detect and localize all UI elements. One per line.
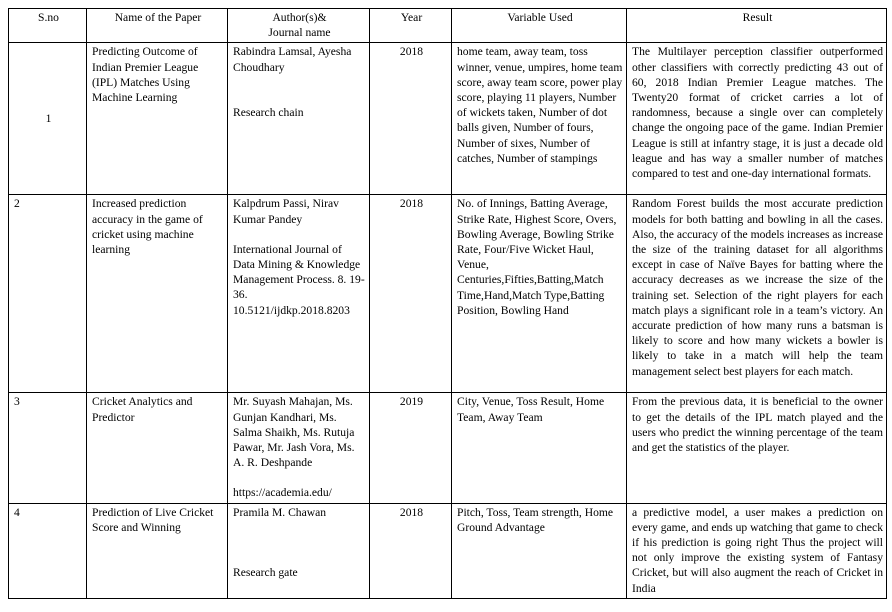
cell-result: Random Forest builds the most accurate prediction models for both batting and bowling in all the cases. Also, the accuracy of the models increases as increase the size of the training dataset for all algorithms except in case of Naïve Bayes for batting where the accuracy decreases as we increase the size of the training set. Selection of the right players for each match plays a significant role in a team’s victory. An accurate prediction of how many runs a batsman is likely to score and how many wickets a bowler is likely to take in a match will help the team management select best players for each match. bbox=[627, 195, 887, 393]
journal-name: https://academia.edu/ bbox=[233, 486, 332, 500]
header-result: Result bbox=[627, 9, 887, 43]
cell-paper: Predicting Outcome of Indian Premier League (IPL) Matches Using Machine Learning bbox=[87, 43, 228, 195]
journal-name: Research gate bbox=[233, 565, 298, 579]
literature-review-table bbox=[8, 8, 887, 599]
header-sno: S.no bbox=[9, 9, 87, 43]
cell-year: 2018 bbox=[370, 43, 452, 195]
cell-variables: home team, away team, toss winner, venue, umpires, home team score, away team score, power play score, playing 11 players, Number of wickets taken, Number of dot balls given, Number of fours, Number of sixes, Number of catches, Number of stampings bbox=[452, 43, 627, 195]
cell-paper: Cricket Analytics and Predictor bbox=[87, 393, 228, 503]
table-row bbox=[9, 393, 887, 503]
cell-author bbox=[228, 195, 370, 393]
author-names: Rabindra Lamsal, Ayesha Choudhary bbox=[233, 45, 352, 74]
cell-year: 2018 bbox=[370, 503, 452, 598]
journal-name: Research chain bbox=[233, 105, 304, 119]
cell-variables: No. of Innings, Batting Average, Strike Rate, Highest Score, Overs, Bowling Average, Bowling Strike Rate, Four/Five Wicket Haul, Venue, Centuries,Fifties,Batting,Match Time,Hand,Match Type,Batting Position, Bowling Hand bbox=[452, 195, 627, 393]
cell-sno: 2 bbox=[9, 195, 87, 393]
cell-paper: Prediction of Live Cricket Score and Winning bbox=[87, 503, 228, 598]
header-year: Year bbox=[370, 9, 452, 43]
header-variable: Variable Used bbox=[452, 9, 627, 43]
cell-result: From the previous data, it is beneficial to the owner to get the details of the IPL match played and the users who predict the winning percentage of the team and get the statistics of the player. bbox=[627, 393, 887, 503]
cell-year: 2019 bbox=[370, 393, 452, 503]
cell-result: a predictive model, a user makes a prediction on every game, and ends up watching that game to check if his prediction is going right Thus the project will not only improve the existing system of Fantasy Cricket, but will also augment the reach of Cricket in India bbox=[627, 503, 887, 598]
header-author bbox=[228, 9, 370, 43]
cell-sno: 4 bbox=[9, 503, 87, 598]
cell-author bbox=[228, 503, 370, 598]
table-row bbox=[9, 195, 887, 393]
cell-author bbox=[228, 393, 370, 503]
author-names: Pramila M. Chawan bbox=[233, 505, 327, 519]
cell-sno: 1 bbox=[9, 43, 87, 195]
table-row bbox=[9, 43, 887, 195]
table-header-row bbox=[9, 9, 887, 43]
header-author-line2: Journal name bbox=[268, 26, 331, 40]
cell-author bbox=[228, 43, 370, 195]
journal-name: International Journal of Data Mining & Knowledge Management Process. 8. 19-36. 10.5121/ijdkp.2018.8203 bbox=[233, 242, 365, 317]
author-names: Mr. Suyash Mahajan, Ms. Gunjan Kandhari, Ms. Salma Shaikh, Ms. Rutuja Pawar, Mr. Jash Vora, Ms. A. R. Deshpande bbox=[233, 395, 355, 470]
cell-variables: City, Venue, Toss Result, Home Team, Away Team bbox=[452, 393, 627, 503]
header-paper: Name of the Paper bbox=[87, 9, 228, 43]
cell-sno: 3 bbox=[9, 393, 87, 503]
header-author-line1: Author(s)& bbox=[272, 11, 327, 24]
cell-result: The Multilayer perception classifier outperformed other classifiers with correctly predicting 43 out of 60, 2018 Indian Premier League matches. The Twenty20 format of cricket carries a lot of randomness, because a single over can completely change the ongoing pace of the game. Indian Premier League is still at infantry stage, it is just a decade old league and has way a smaller number of matches compared to test and one-day international formats. bbox=[627, 43, 887, 195]
cell-variables: Pitch, Toss, Team strength, Home Ground Advantage bbox=[452, 503, 627, 598]
author-names: Kalpdrum Passi, Nirav Kumar Pandey bbox=[233, 197, 339, 226]
cell-year: 2018 bbox=[370, 195, 452, 393]
table-row bbox=[9, 503, 887, 598]
cell-paper: Increased prediction accuracy in the game of cricket using machine learning bbox=[87, 195, 228, 393]
